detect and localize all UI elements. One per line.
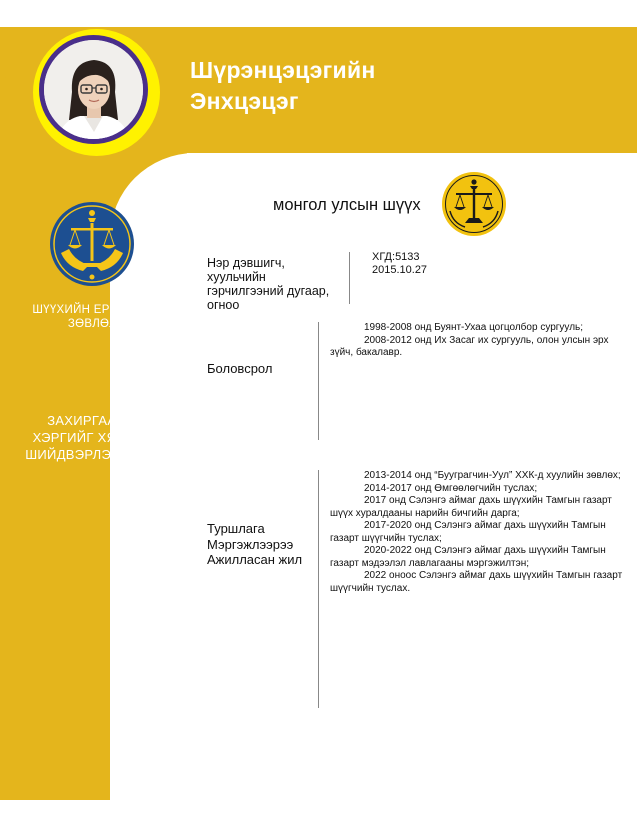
judicial-council-name — [20, 303, 165, 331]
org-name-line-1: ШҮҮХИЙН ЕРӨНХИЙ — [32, 304, 153, 316]
experience-item: 2013-2014 онд “Бууграгчин-Уул” ХХК-д хуулийн зөвлөх; — [364, 470, 621, 481]
certificate-date: 2015.10.27 — [372, 264, 428, 276]
org-name-line-2: ЗӨВЛӨЛ — [67, 318, 118, 330]
divider-experience — [318, 470, 319, 708]
court-name-line-3: ШИЙДВЭРЛЭХ ШҮҮХ — [25, 447, 160, 462]
certificate-info — [372, 251, 427, 277]
court-title: монгол улсын шүүх — [273, 196, 421, 214]
education-label: Боловсрол — [207, 361, 273, 376]
court-name — [15, 412, 170, 463]
court-name-line-2: ХЭРГИЙГ ХЯНАЛТ — [32, 430, 153, 445]
header-top-strip — [0, 0, 637, 27]
court-name-line-1: ЗАХИРГААНЫ — [47, 413, 138, 428]
education-item: 2008-2012 онд Их Засаг их сургууль, олон улсын эрх зүйч, бакалавр. — [330, 334, 609, 358]
experience-label-line: Ажилласан жил — [207, 552, 303, 567]
name-line-1: Шүрэнцэцэгийн — [190, 57, 376, 83]
experience-item: 2022 оноос Сэлэнгэ аймаг дахь шүүхийн Тамгын газарт шүүгчийн туслах. — [330, 570, 623, 594]
experience-item: 2017-2020 онд Сэлэнгэ аймаг дахь шүүхийн Тамгын газарт шүүгчийн туслах; — [330, 520, 606, 544]
profile-photo-frame — [33, 29, 160, 156]
experience-item: 2017 онд Сэлэнгэ аймаг дахь шүүхийн Тамгын газарт шүүх хуралдааны нарийн бичгийн дарга; — [330, 495, 612, 519]
profile-photo — [44, 40, 143, 139]
nomination-label — [207, 256, 342, 312]
education-item: 1998-2008 онд Буянт-Ухаа цогцолбор сургууль; — [364, 322, 584, 333]
experience-label-line: Мэргэжлээрээ — [207, 536, 294, 552]
nomination-label-line: хуульчийн — [207, 270, 266, 284]
experience-item: 2020-2022 онд Сэлэнгэ аймаг дахь шүүхийн Тамгын газарт мэдээлэл лавлагааны мэргэжилтэн; — [330, 545, 606, 569]
nomination-label-line: огноо — [207, 298, 240, 312]
experience-item: 2014-2017 онд Өмгөөлөгчийн туслах; — [364, 482, 538, 494]
education-list — [330, 322, 620, 360]
experience-label-line: Туршлага — [207, 521, 265, 536]
candidate-name — [190, 55, 376, 117]
experience-label — [207, 521, 302, 568]
certificate-number: ХГД:5133 — [372, 251, 420, 263]
nomination-label-line: гэрчилгээний дугаар, — [207, 284, 330, 298]
divider-nomination — [349, 252, 350, 304]
mongolian-courts-emblem-icon — [441, 171, 507, 237]
divider-education — [318, 322, 319, 440]
experience-list — [330, 470, 630, 595]
name-line-2: Энхцэцэг — [190, 88, 299, 114]
judicial-council-emblem-icon — [49, 201, 135, 287]
nomination-label-line: Нэр дэвшигч, — [207, 256, 285, 270]
